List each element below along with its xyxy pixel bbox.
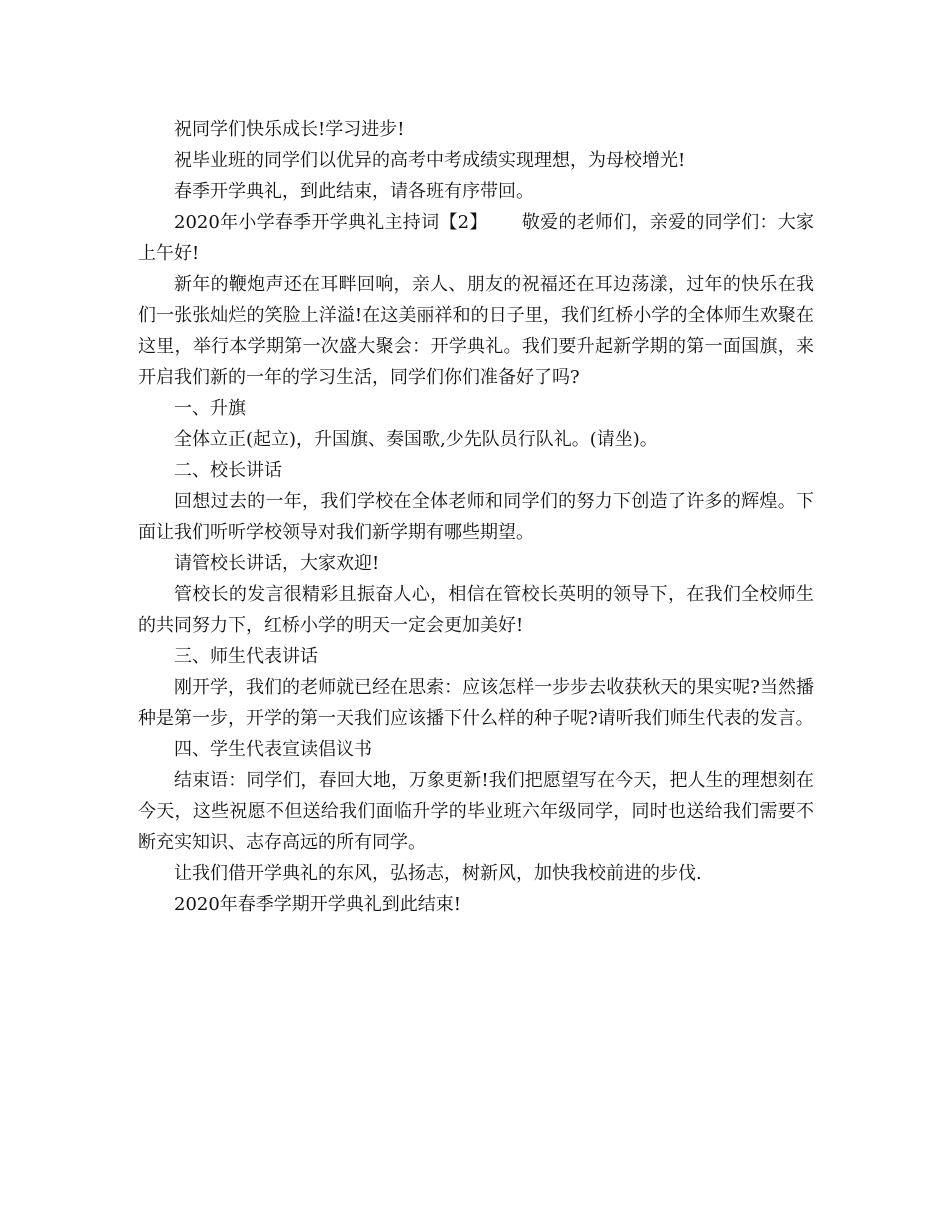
greeting: 敬爱的老师们，亲爱的同学们：大家上午好! — [138, 212, 815, 264]
paragraph-teachers-thinking: 刚开学，我们的老师就已经在思索：应该怎样一步步去收获秋天的果实呢?当然播种是第一步，开学的第一天我们应该播下什么样的种子呢?请听我们师生代表的发言。 — [138, 677, 814, 729]
paragraph-new-year: 新年的鞭炮声还在耳畔回响，亲人、朋友的祝福还在耳边荡漾，过年的快乐在我们一张张灿烂的笑脸上洋溢!在这美丽祥和的日子里，我们红桥小学的全体师生欢聚在这里，举行本学期第一次盛大聚会：开学典礼。我们要升起新学期的第一面国旗，来开启我们新的一年的学习生活，同学们你们准备好了吗? — [138, 274, 814, 388]
section-heading-flag: 一、升旗 — [174, 398, 246, 419]
section-heading-principal: 二、校长讲话 — [174, 460, 282, 481]
section-heading-proposal: 四、学生代表宣读倡议书 — [174, 739, 372, 760]
paragraph-ceremony-end: 春季开学典礼，到此结束，请各班有序带回。 — [174, 181, 534, 202]
paragraph-past-year: 回想过去的一年，我们学校在全体老师和同学们的努力下创造了许多的辉煌。下面让我们听听学校领导对我们新学期有哪些期望。 — [138, 491, 814, 543]
speech-title: 2020年小学春季开学典礼主持词【2】 — [174, 212, 488, 233]
paragraph-principal-remarks: 管校长的发言很精彩且振奋人心，相信在管校长英明的领导下，在我们全校师生的共同努力下，红桥小学的明天一定会更加美好! — [138, 584, 814, 636]
paragraph-blessing-growth: 祝同学们快乐成长!学习进步! — [174, 119, 405, 140]
paragraph-east-wind: 让我们借开学典礼的东风，弘扬志，树新风，加快我校前进的步伐. — [174, 863, 702, 884]
paragraph-title-greeting — [138, 207, 814, 269]
section-heading-representatives: 三、师生代表讲话 — [174, 646, 318, 667]
paragraph-final: 2020年春季学期开学典礼到此结束! — [174, 894, 462, 915]
paragraph-flag-raising: 全体立正(起立)，升国旗、奏国歌,少先队员行队礼。(请坐)。 — [174, 429, 658, 450]
document-body — [138, 114, 814, 920]
paragraph-closing-remarks: 结束语：同学们，春回大地，万象更新!我们把愿望写在今天，把人生的理想刻在今天，这些祝愿不但送给我们面临升学的毕业班六年级同学，同时也送给我们需要不断充实知识、志存高远的所有同学。 — [138, 770, 814, 853]
paragraph-blessing-graduates: 祝毕业班的同学们以优异的高考中考成绩实现理想，为母校增光! — [174, 150, 686, 171]
paragraph-invite-principal: 请管校长讲话，大家欢迎! — [174, 553, 380, 574]
